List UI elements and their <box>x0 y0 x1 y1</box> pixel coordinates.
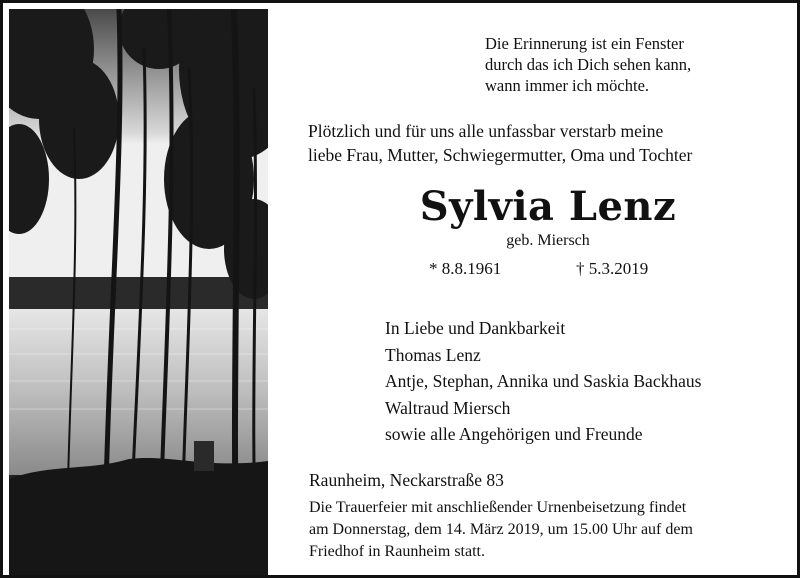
lake-trees-photo <box>9 9 268 575</box>
intro-line: Plötzlich und für uns alle unfassbar verstarb meine <box>308 121 664 141</box>
death-announcement <box>308 119 788 167</box>
mourner-line: In Liebe und Dankbarkeit <box>385 318 566 338</box>
deceased-name: Sylvia Lenz <box>419 183 677 230</box>
service-line: am Donnerstag, dem 14. März 2019, um 15.00 Uhr auf dem <box>309 521 693 538</box>
memorial-quote <box>485 33 785 96</box>
mourner-line: sowie alle Angehörigen und Freunde <box>385 424 643 444</box>
mourner-line: Waltraud Miersch <box>385 397 511 418</box>
intro-line: liebe Frau, Mutter, Schwiegermutter, Oma und Tochter <box>308 145 693 165</box>
death-date: † 5.3.2019 <box>576 259 649 278</box>
funeral-service-info <box>309 497 779 563</box>
service-line: Die Trauerfeier mit anschließender Urnenbeisetzung findet <box>309 499 687 516</box>
mourner-line: Thomas Lenz <box>385 344 481 365</box>
mourners-list <box>385 315 795 448</box>
mourner-line: Antje, Stephan, Annika und Saskia Backhaus <box>385 371 702 391</box>
family-address: Raunheim, Neckarstraße 83 <box>309 470 504 490</box>
quote-line: Die Erinnerung ist ein Fenster <box>485 34 684 53</box>
quote-line: wann immer ich möchte. <box>485 76 650 95</box>
quote-line: durch das ich Dich sehen kann, <box>485 55 692 74</box>
birth-date: * 8.8.1961 <box>429 259 502 278</box>
service-line: Friedhof in Raunheim statt. <box>309 543 485 560</box>
maiden-name: geb. Miersch <box>506 232 590 249</box>
